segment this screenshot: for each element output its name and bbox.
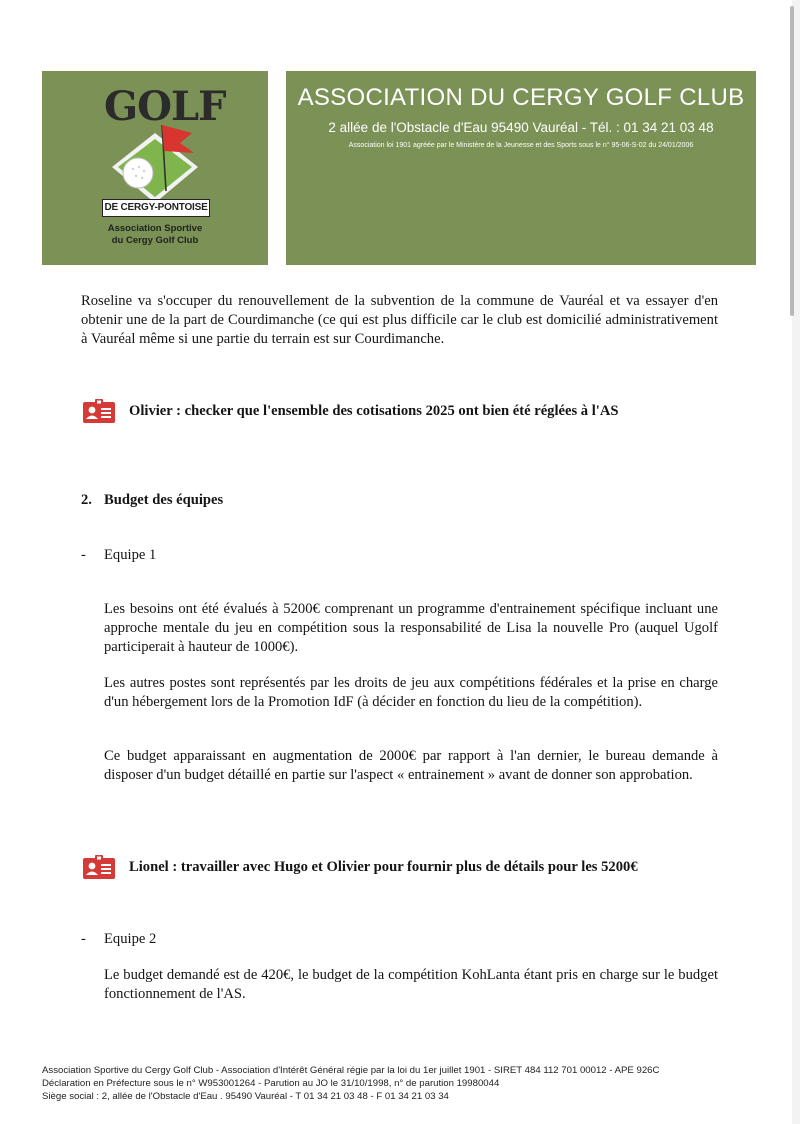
action-item-olivier	[83, 399, 619, 423]
equipe-2-paragraph-1: Le budget demandé est de 420€, le budget de la compétition KohLanta étant pris en charge sur le budget fonctionnement de l'AS.	[104, 967, 718, 1002]
logo-subtitle-line-2: du Cergy Golf Club	[111, 235, 199, 246]
equipe-1-paragraph-2: Les autres postes sont représentés par les droits de jeu aux compétitions fédérales et la prise en charge d'un hébergement lors de la Promotion IdF (à décider en fonction du lieu de la compétition).	[104, 675, 718, 710]
scrollbar[interactable]	[790, 6, 794, 316]
bullet-label: Equipe 2	[104, 931, 157, 947]
section-title: Budget des équipes	[104, 492, 224, 508]
logo-golf-word: GOLF	[104, 83, 226, 130]
footer-line-3: Siège social : 2, allée de l'Obstacle d'Eau . 95490 Vauréal - T 01 34 21 03 48 - F 01 34 21 03 34	[42, 1091, 449, 1102]
bullet-equipe-2	[81, 931, 156, 948]
bullet-label: Equipe 1	[104, 547, 157, 563]
action-item-lionel	[83, 855, 638, 879]
footer-line-1: Association Sportive du Cergy Golf Club - Association d'Intérêt Général régie par la loi du 1er juillet 1901 - SIRET 484 112 701 00012 - APE 926C	[42, 1065, 660, 1076]
equipe-1-paragraph-1: Les besoins ont été évalués à 5200€ comprenant un programme d'entrainement spécifique incluant une approche mentale du jeu en compétition sous la responsabilité de Lisa la nouvelle Pro (auquel Ugolf participerait à hauteur de 1000€).	[104, 601, 718, 655]
bullet-dash: -	[81, 547, 86, 563]
contact-card-icon	[83, 399, 115, 423]
intro-paragraph: Roseline va s'occuper du renouvellement de la subvention de la commune de Vauréal et va essayer d'en obtenir une de la part de Courdimanche (ce qui est plus difficile car le club est domicilié administrativement à Vauréal même si une partie du terrain est sur Courdimanche.	[81, 293, 718, 347]
action-text-olivier: Olivier : checker que l'ensemble des cotisations 2025 ont bien été réglées à l'AS	[129, 402, 619, 419]
action-text-lionel: Lionel : travailler avec Hugo et Olivier pour fournir plus de détails pour les 5200€	[129, 858, 638, 875]
page-footer	[42, 1064, 762, 1103]
equipe-1-paragraph-3: Ce budget apparaissant en augmentation de 2000€ par rapport à l'an dernier, le bureau demande à disposer d'un budget détaillé en partie sur l'aspect « entrainement » avant de donner son approbation.	[104, 748, 718, 783]
logo-subtitle	[100, 223, 210, 247]
association-address: 2 allée de l'Obstacle d'Eau 95490 Vauréal - Tél. : 01 34 21 03 48	[328, 120, 714, 135]
section-number: 2.	[81, 492, 92, 508]
logo-subtitle-line-1: Association Sportive	[107, 223, 203, 234]
association-header	[286, 71, 756, 265]
golf-logo-panel	[42, 71, 268, 265]
logo-city-banner: DE CERGY-PONTOISE	[102, 199, 210, 217]
section-heading-budget	[81, 492, 223, 509]
footer-line-2: Déclaration en Préfecture sous le n° W953001264 - Parution au JO le 31/10/1998, n° de parution 19980044	[42, 1078, 500, 1089]
bullet-dash: -	[81, 931, 86, 947]
golf-logo	[100, 81, 226, 253]
bullet-equipe-1	[81, 547, 156, 564]
contact-card-icon	[83, 855, 115, 879]
association-approval: Association loi 1901 agréée par le Ministère de la Jeunesse et des Sports sous le n° 95-06-S-02 du 24/01/2006	[348, 142, 694, 149]
association-name: ASSOCIATION DU CERGY GOLF CLUB	[297, 84, 745, 111]
